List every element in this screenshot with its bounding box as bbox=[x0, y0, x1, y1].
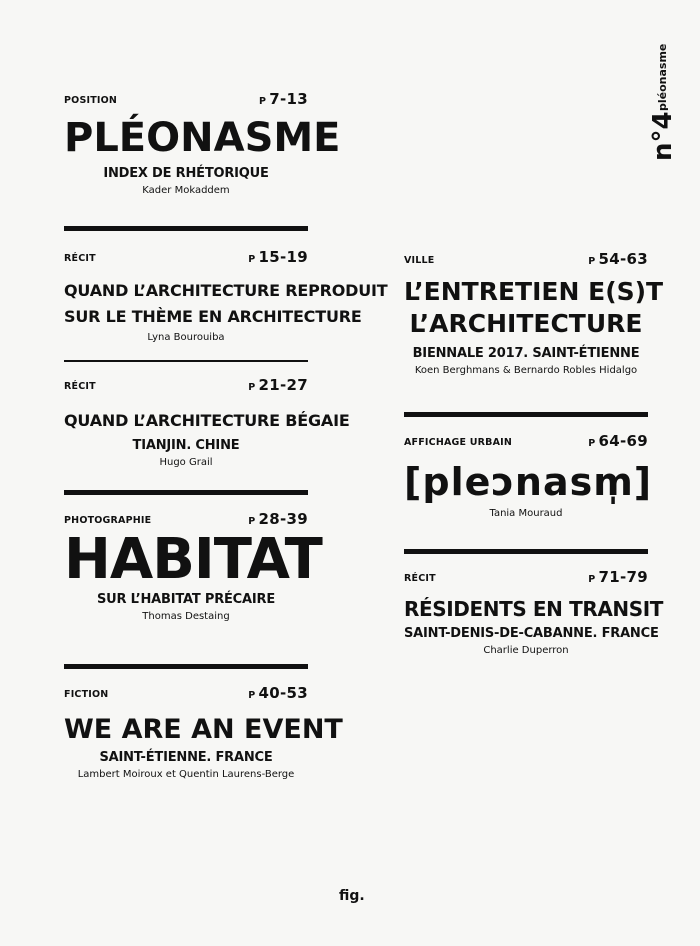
entry-author: Thomas Destaing bbox=[142, 611, 230, 622]
entry-title-line-1: L’ENTRETIEN E(S)T bbox=[404, 277, 664, 306]
section-rule bbox=[64, 664, 308, 669]
section-rule bbox=[404, 412, 648, 417]
entry-pages: P 7-13 bbox=[258, 90, 308, 108]
entry-title: QUAND L’ARCHITECTURE BÉGAIE bbox=[64, 411, 350, 430]
entry-pages: P 40-53 bbox=[248, 684, 308, 702]
entry-category: RÉCIT bbox=[64, 381, 96, 392]
entry-author: Hugo Grail bbox=[159, 457, 213, 468]
entry-pages: P 21-27 bbox=[248, 376, 308, 394]
entry-category: RÉCIT bbox=[404, 573, 436, 584]
entry-subtitle: INDEX DE RHÉTORIQUE bbox=[103, 166, 269, 181]
entry-title: RÉSIDENTS EN TRANSIT bbox=[404, 597, 664, 621]
entry-subtitle: SAINT-ÉTIENNE. FRANCE bbox=[99, 750, 273, 765]
entry-author: Lyna Bourouiba bbox=[147, 332, 225, 343]
entry-title: PLÉONASME bbox=[64, 115, 341, 161]
entry-title: WE ARE AN EVENT bbox=[64, 714, 343, 745]
toc-entry-recit-1[interactable] bbox=[64, 244, 388, 343]
section-rule bbox=[404, 549, 648, 554]
entry-subtitle: SUR L’HABITAT PRÉCAIRE bbox=[96, 592, 276, 607]
section-rule bbox=[64, 360, 308, 362]
entry-author: Kader Mokaddem bbox=[142, 185, 230, 196]
toc-entry-fiction[interactable] bbox=[64, 680, 343, 780]
entry-category: FICTION bbox=[64, 689, 109, 700]
toc-entry-position[interactable] bbox=[64, 86, 341, 196]
entry-title: HABITAT bbox=[64, 527, 322, 592]
section-rule bbox=[64, 490, 308, 495]
toc-entry-recit-2[interactable] bbox=[64, 372, 350, 468]
entry-pages: P 28-39 bbox=[248, 510, 308, 528]
entry-author: Koen Berghmans & Bernardo Robles Hidalgo bbox=[414, 365, 638, 376]
entry-title-line-2: SUR LE THÈME EN ARCHITECTURE bbox=[64, 307, 362, 326]
entry-pages: P 54-63 bbox=[588, 250, 648, 268]
entry-title-line-2: L’ARCHITECTURE bbox=[409, 309, 643, 338]
entry-subtitle: BIENNALE 2017. SAINT-ÉTIENNE bbox=[412, 346, 640, 361]
entry-pages: P 71-79 bbox=[588, 568, 648, 586]
entry-category: AFFICHAGE URBAIN bbox=[404, 437, 513, 448]
entry-title: [pleɔnasm̩] bbox=[404, 460, 653, 504]
entry-category: VILLE bbox=[404, 255, 435, 266]
toc-entry-photographie[interactable] bbox=[64, 506, 322, 622]
entry-pages: P 15-19 bbox=[248, 248, 308, 266]
entry-author: Tania Mouraud bbox=[489, 508, 563, 519]
entry-category: RÉCIT bbox=[64, 253, 96, 264]
toc-entry-recit-3[interactable] bbox=[404, 564, 664, 656]
entry-title-line-1: QUAND L’ARCHITECTURE REPRODUIT bbox=[64, 281, 388, 300]
magazine-name: pléonasme bbox=[656, 44, 669, 112]
section-rule bbox=[64, 226, 308, 231]
issue-marker bbox=[648, 44, 678, 161]
entry-author: Lambert Moiroux et Quentin Laurens-Berge bbox=[77, 769, 295, 780]
entry-category: PHOTOGRAPHIE bbox=[64, 515, 152, 526]
issue-number: n°4 bbox=[648, 111, 678, 161]
entry-author: Charlie Duperron bbox=[483, 645, 569, 656]
toc-entry-ville[interactable] bbox=[404, 246, 664, 376]
entry-subtitle: TIANJIN. CHINE bbox=[132, 438, 240, 453]
publisher-logo: fig. bbox=[339, 888, 365, 904]
entry-pages: P 64-69 bbox=[588, 432, 648, 450]
entry-category: POSITION bbox=[64, 95, 118, 106]
toc-entry-affichage-urbain[interactable] bbox=[404, 428, 653, 519]
entry-subtitle: SAINT-DENIS-DE-CABANNE. FRANCE bbox=[404, 626, 659, 641]
